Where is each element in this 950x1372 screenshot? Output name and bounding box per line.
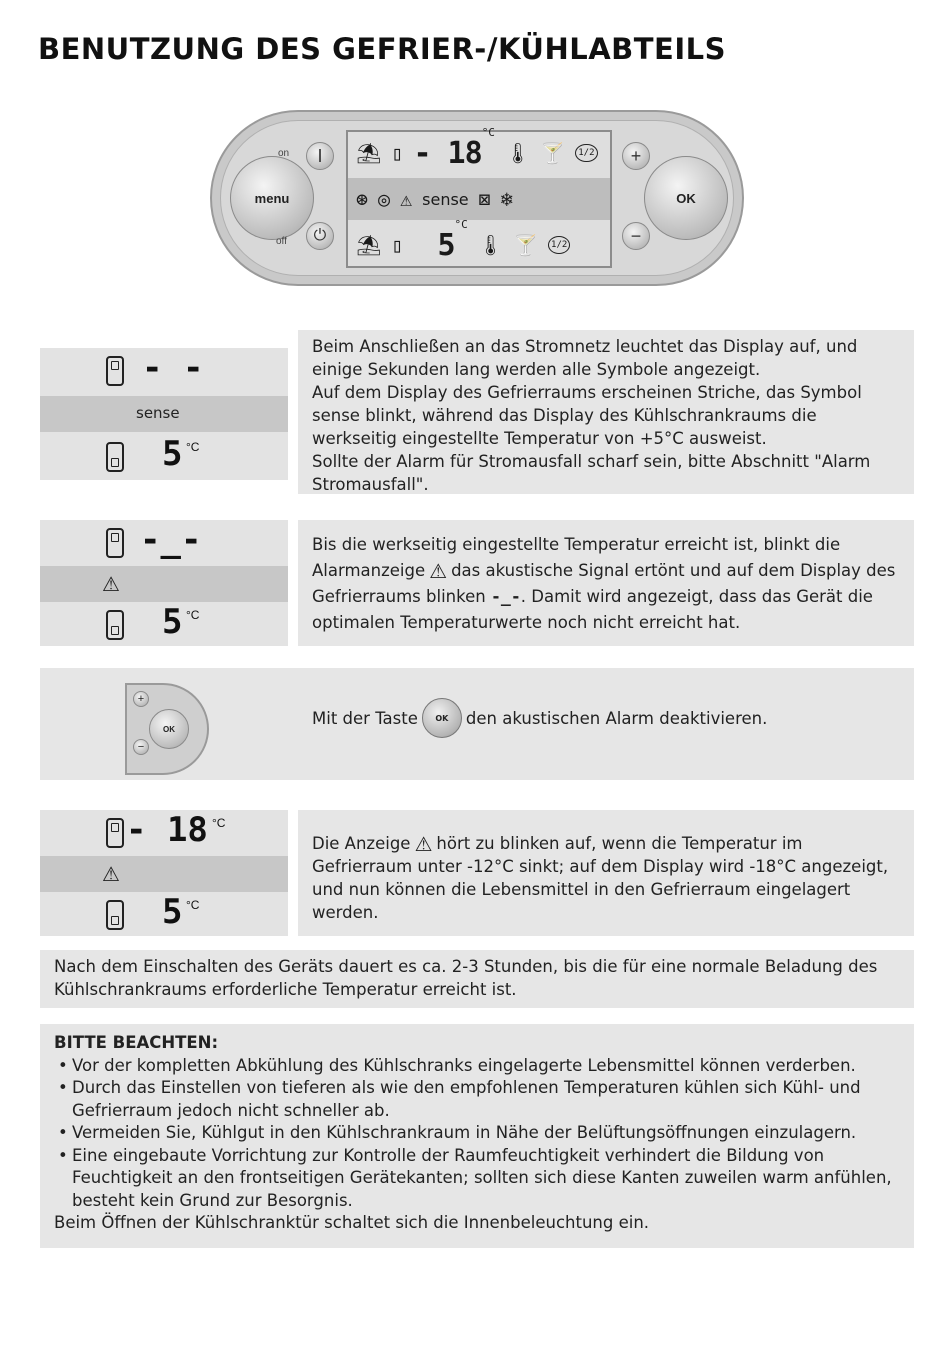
blink-glyph: -_- xyxy=(490,587,521,606)
warning-icon: ⚠ xyxy=(102,864,120,886)
warning-segment xyxy=(40,856,288,892)
info-box xyxy=(40,950,914,1008)
fan-icon: ⊛ xyxy=(356,187,369,211)
description-3-part-a: Mit der Taste xyxy=(312,708,418,728)
description-2-part-a: Bis die werkseitig eingestellte Temperatur erreicht ist, blinkt die Alarmanzeige xyxy=(312,535,841,580)
lcd-fridge-temp xyxy=(437,217,468,263)
description-1-part-a: Auf dem Display des Gefrierraums erscheinen Striche, das Symbol xyxy=(312,383,862,402)
holiday-icon: ⛱ xyxy=(356,233,382,257)
freezer-unit: °C xyxy=(212,816,226,830)
fridge-segment xyxy=(40,432,288,480)
snowflake-icon: ❄ xyxy=(500,187,513,211)
lcd-freezer-unit: °C xyxy=(481,125,495,139)
glass-icon: 🍸 xyxy=(540,141,566,165)
power-off-button[interactable]: ⏻ xyxy=(306,222,334,250)
plus-button[interactable]: + xyxy=(622,142,650,170)
description-4-part-b: hört zu blinken auf, wenn die Temperatur im Gefrierraum unter -12°C sinkt; auf dem Display wird -18°C angezeigt, und nun können die Lebensmittel in den Gefrierraum eingelagert werden. xyxy=(312,834,889,922)
lcd-freezer-row xyxy=(348,125,610,174)
description-1-line-3: Sollte der Alarm für Stromausfall scharf sein, bitte Abschnitt "Alarm Stromausfall". xyxy=(312,452,871,494)
freezer-segment xyxy=(40,520,288,566)
freezer-icon xyxy=(106,356,124,386)
off-label: off xyxy=(276,236,287,247)
description-1-part-b: blinkt, während das Display des Kühlschrankraums die werkseitig eingestellte Temperatur von +5°C ausweist. xyxy=(312,406,817,448)
fridge-icon xyxy=(106,442,124,472)
warning-icon: ⚠ xyxy=(429,559,448,583)
lcd-freezer-temp xyxy=(413,125,495,171)
fridge-unit: °C xyxy=(186,898,200,912)
description-2-part-c: . Damit wird angezeigt, dass das Gerät die optimalen Temperaturwerte noch nicht erreicht hat. xyxy=(312,587,873,632)
minus-button[interactable]: − xyxy=(622,222,650,250)
fridge-temp: 5 xyxy=(162,892,183,932)
fridge-icon xyxy=(106,610,124,640)
freezer-dashes: - - xyxy=(142,348,204,388)
eco-icon: ◎ xyxy=(378,187,391,211)
fridge-temp: 5 xyxy=(162,434,183,474)
thermometer-icon: 🌡 xyxy=(504,141,531,165)
fridge-compartment-icon: ▯ xyxy=(391,233,404,257)
warning-icon: ⚠ xyxy=(414,832,433,856)
info-text: Nach dem Einschalten des Geräts dauert es ca. 2-3 Stunden, bis die für eine normale Beladung des Kühlschrankraums erforderliche Temperatur erreicht ist. xyxy=(54,957,878,999)
fridge-icon xyxy=(106,900,124,930)
lcd-freezer-digits: - 18 xyxy=(413,135,482,171)
freezer-compartment-icon: ▯ xyxy=(391,141,404,165)
menu-button[interactable]: menu xyxy=(230,156,314,240)
thermometer-icon: 🌡 xyxy=(477,233,504,257)
description-3-part-b: den akustischen Alarm deaktivieren. xyxy=(465,708,768,728)
lcd-middle-row xyxy=(348,178,610,220)
notes-list xyxy=(54,1055,900,1213)
lcd-fridge-digits: 5 xyxy=(437,227,455,263)
freezer-segment xyxy=(40,348,288,396)
control-panel xyxy=(210,110,744,286)
description-2-part-b: das akustische Signal ertönt und auf dem Display des Gefrierraums blinken xyxy=(312,561,896,606)
description-1-line-2 xyxy=(312,381,900,450)
lcd-sense-label: sense xyxy=(422,189,469,209)
mini-panel-illustration xyxy=(125,683,209,775)
lcd-fridge-unit: °C xyxy=(454,217,468,231)
description-1-line-1: Beim Anschließen an das Stromnetz leuchtet das Display auf, und einige Sekunden lang werden alle Symbole angezeigt. xyxy=(312,337,858,379)
mini-minus-button[interactable]: − xyxy=(133,739,149,755)
freezer-icon xyxy=(106,818,124,848)
on-label: on xyxy=(278,148,290,159)
ok-button[interactable]: OK xyxy=(644,156,728,240)
half-load-icon: 1/2 xyxy=(548,236,570,254)
inline-ok-button: OK xyxy=(422,698,462,738)
fridge-segment xyxy=(40,602,288,646)
fridge-segment xyxy=(40,892,288,936)
warning-icon: ⚠ xyxy=(400,187,413,211)
note-item: • Vor der kompletten Abkühlung des Kühlschranks eingelagerte Lebensmittel können verderben. xyxy=(54,1055,900,1078)
notes-heading: BITTE BEACHTEN: xyxy=(54,1033,219,1052)
description-4 xyxy=(298,810,914,936)
display-illustration-2 xyxy=(40,520,288,646)
description-4-text xyxy=(312,832,900,924)
fridge-unit: °C xyxy=(186,608,200,622)
mini-ok-button[interactable]: OK xyxy=(149,709,189,749)
lcd-display xyxy=(346,125,612,268)
freezer-icon xyxy=(106,528,124,558)
freezer-segment xyxy=(40,810,288,856)
filter-icon: ⊠ xyxy=(478,187,491,211)
display-illustration-4 xyxy=(40,810,288,936)
page-title: BENUTZUNG DES GEFRIER-/KÜHLABTEILS xyxy=(38,32,726,66)
description-1 xyxy=(298,330,914,494)
sense-segment xyxy=(40,396,288,432)
description-2 xyxy=(298,520,914,646)
notes-footer: Beim Öffnen der Kühlschranktür schaltet sich die Innenbeleuchtung ein. xyxy=(54,1213,650,1232)
power-on-button[interactable]: I xyxy=(306,142,334,170)
warning-segment xyxy=(40,566,288,602)
display-illustration-1 xyxy=(40,348,288,480)
freezer-blink-display: -_- xyxy=(140,520,202,560)
fridge-unit: °C xyxy=(186,440,200,454)
description-3 xyxy=(298,698,898,738)
fridge-temp: 5 xyxy=(162,602,183,642)
description-4-part-a: Die Anzeige xyxy=(312,834,411,853)
glass-icon: 🍸 xyxy=(513,233,539,257)
half-load-icon: 1/2 xyxy=(575,144,597,162)
note-item: • Vermeiden Sie, Kühlgut in den Kühlschrankraum in Nähe der Belüftungsöffnungen einzulagern. xyxy=(54,1122,900,1145)
lcd-fridge-row xyxy=(348,217,610,266)
freezer-temp: - 18 xyxy=(126,810,208,850)
mini-plus-button[interactable]: + xyxy=(133,691,149,707)
notes-box xyxy=(40,1024,914,1248)
description-2-text xyxy=(312,532,900,636)
sense-inline: sense xyxy=(312,406,360,425)
sense-label: sense xyxy=(136,404,180,422)
holiday-icon: ⛱ xyxy=(356,141,382,165)
note-item: • Durch das Einstellen von tieferen als wie den empfohlenen Temperaturen kühlen sich Kühl- und Gefrierraum jedoch nicht schneller ab. xyxy=(54,1077,900,1122)
note-item: • Eine eingebaute Vorrichtung zur Kontrolle der Raumfeuchtigkeit verhindert die Bildung von Feuchtigkeit an den frontseitigen Gerätekanten; sollten sich diese Kanten zuweilen warm anfühlen, besteht kein Grund zur Besorgnis. xyxy=(54,1145,900,1213)
warning-icon: ⚠ xyxy=(102,574,120,596)
